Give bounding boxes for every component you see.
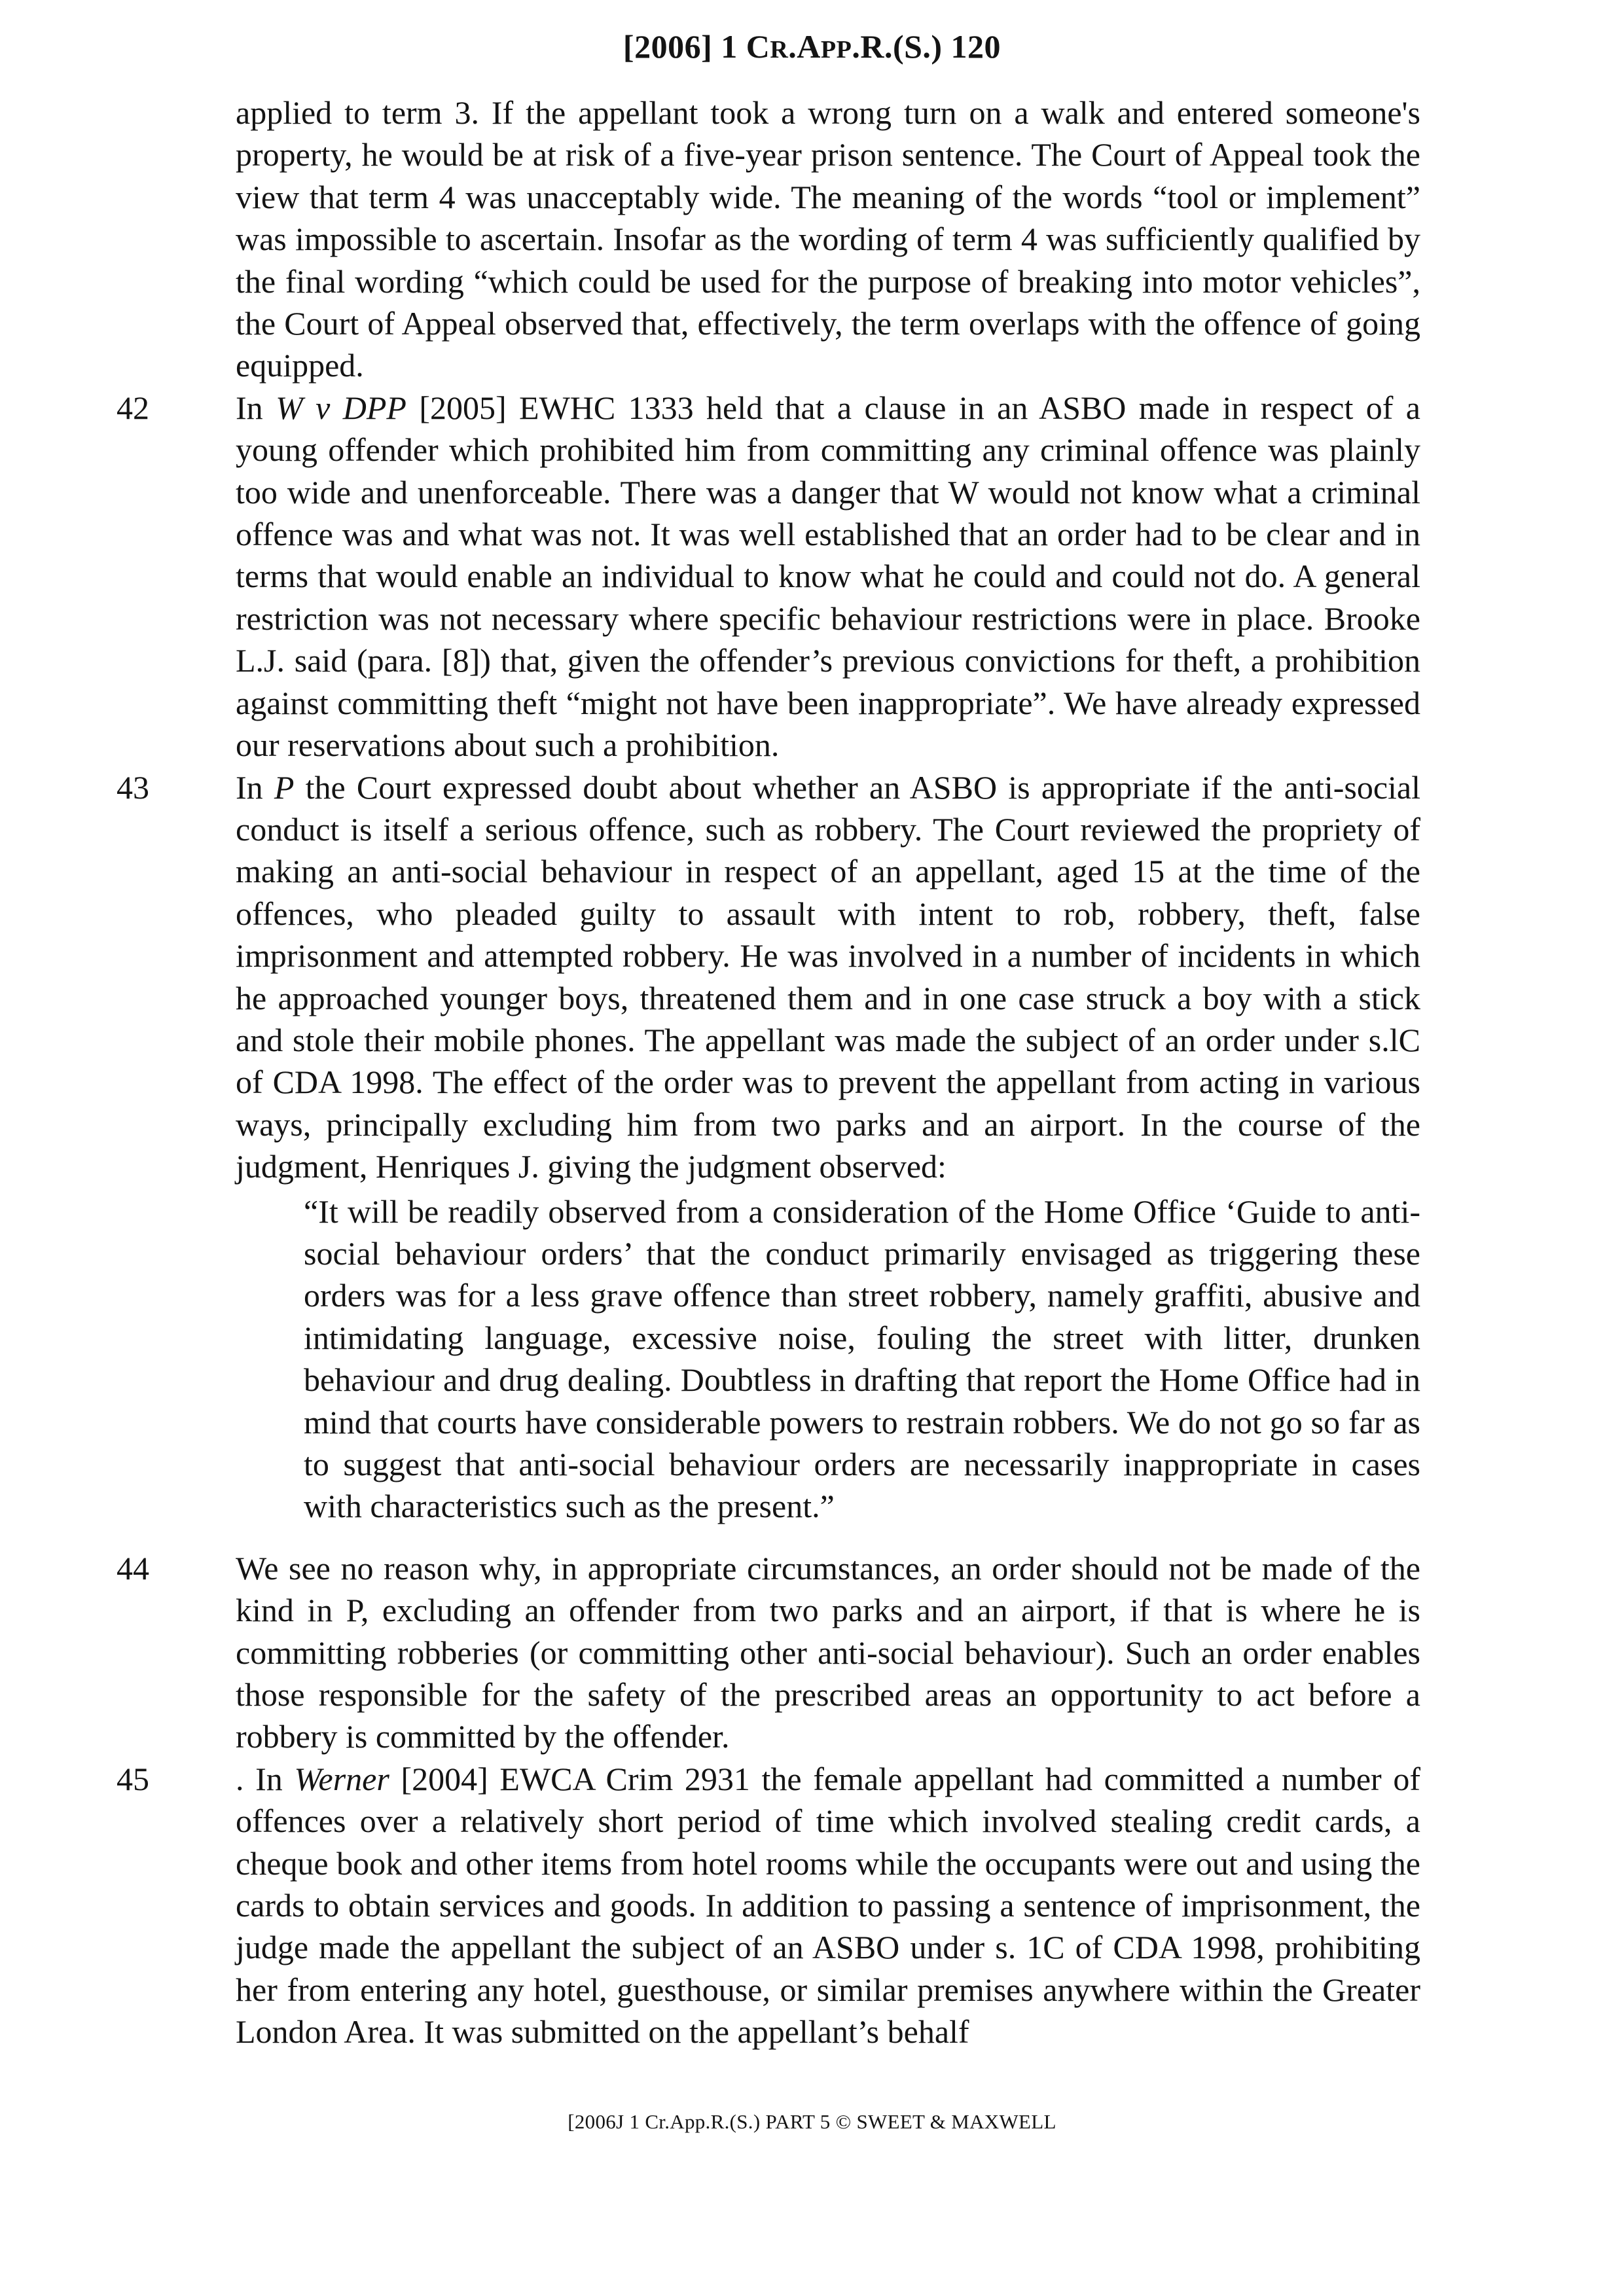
body-text: [117, 92, 1421, 2053]
paragraph-number: 44: [117, 1549, 149, 1587]
page-footer: [2006J 1 Cr.App.R.(S.) PART 5 © SWEET & MAXWELL: [568, 2110, 1056, 2133]
case-name: P: [274, 768, 295, 806]
paragraph-number: 45: [117, 1760, 149, 1797]
paragraph-number: 43: [117, 768, 149, 806]
paragraph-45: 45 . In Werner [2004] EWCA Crim 2931 the female appellant had committed a number of offences over a relatively short period of time which involved stealing credit cards, a cheque book and other items from hotel rooms while the occupants were out and using the cards to obtain services and goods. In addition to passing a sentence of imprisonment, the judge made the appellant the subject of an ASBO under s. 1C of CDA 1998, prohibiting her from entering any hotel, guesthouse, or similar premises anywhere within the Greater London Area. It was submitted on the appellant’s behalf: [236, 1758, 1420, 2053]
paragraph-continuation: applied to term 3. If the appellant took a wrong turn on a walk and entered someone's property, he would be at risk of a five-year prison sentence. The Court of Appeal took the view that term 4 was unacceptably wide. The meaning of the words “tool or implement” was impossible to ascertain. Insofar as the wording of term 4 was sufficiently qualified by the final wording “which could be used for the purpose of breaking into motor vehicles”, the Court of Appeal observed that, effectively, the term overlaps with the offence of going equipped.: [236, 94, 1420, 384]
case-name: W v DPP: [276, 389, 406, 426]
paragraph-42: 42 In W v DPP [2005] EWHC 1333 held that a clause in an ASBO made in respect of a young offender which prohibited him from committing any criminal offence was plainly too wide and unenforceable. There was a danger that W would not know what a criminal offence was and what was not. It was well established that an order had to be clear and in terms that would enable an individual to know what he could and could not do. A general restriction was not necessary where specific behaviour restrictions were in place. Brooke L.J. said (para. [8]) that, given the offender’s previous convictions for theft, a prohibition against committing theft “might not have been inappropriate”. We have already expressed our reservations about such a prohibition.: [236, 387, 1420, 766]
case-name: Werner: [294, 1760, 389, 1797]
paragraph-44: 44 We see no reason why, in appropriate circumstances, an order should not be made of the kind in P, excluding an offender from two parks and an airport, if that is where he is committing robberies (or committing other anti-social behaviour). Such an order enables those responsible for the safety of the prescribed areas an opportunity to act before a robbery is committed by the offender.: [236, 1547, 1420, 1758]
paragraph-number: 42: [117, 389, 149, 426]
paragraph-43: 43 In P the Court expressed doubt about whether an ASBO is appropriate if the anti-social conduct is itself a serious offence, such as robbery. The Court reviewed the propriety of making an anti-social behaviour in respect of an appellant, aged 15 at the time of the offences, who pleaded guilty to assault with intent to rob, robbery, theft, false imprisonment and attempted robbery. He was involved in a number of incidents in which he approached younger boys, threatened them and in one case struck a boy with a stick and stole their mobile phones. The appellant was made the subject of an order under s.lC of CDA 1998. The effect of the order was to prevent the appellant from acting in various ways, principally excluding him from two parks and an airport. In the course of the judgment, Henriques J. giving the judgment observed:: [236, 766, 1420, 1188]
block-quote: “It will be readily observed from a consideration of the Home Office ‘Guide to anti-social behaviour orders’ that the conduct primarily envisaged as triggering these orders was for a less grave offence than street robbery, namely graffiti, abusive and intimidating language, excessive noise, fouling the street with litter, drunken behaviour and drug dealing. Doubtless in drafting that report the Home Office had in mind that courts have considerable powers to restrain robbers. We do not go so far as to suggest that anti-social behaviour orders are necessarily inappropriate in cases with characteristics such as the present.”: [304, 1193, 1420, 1525]
running-header: [2006] 1 CR.APP.R.(S.) 120: [623, 28, 1001, 65]
